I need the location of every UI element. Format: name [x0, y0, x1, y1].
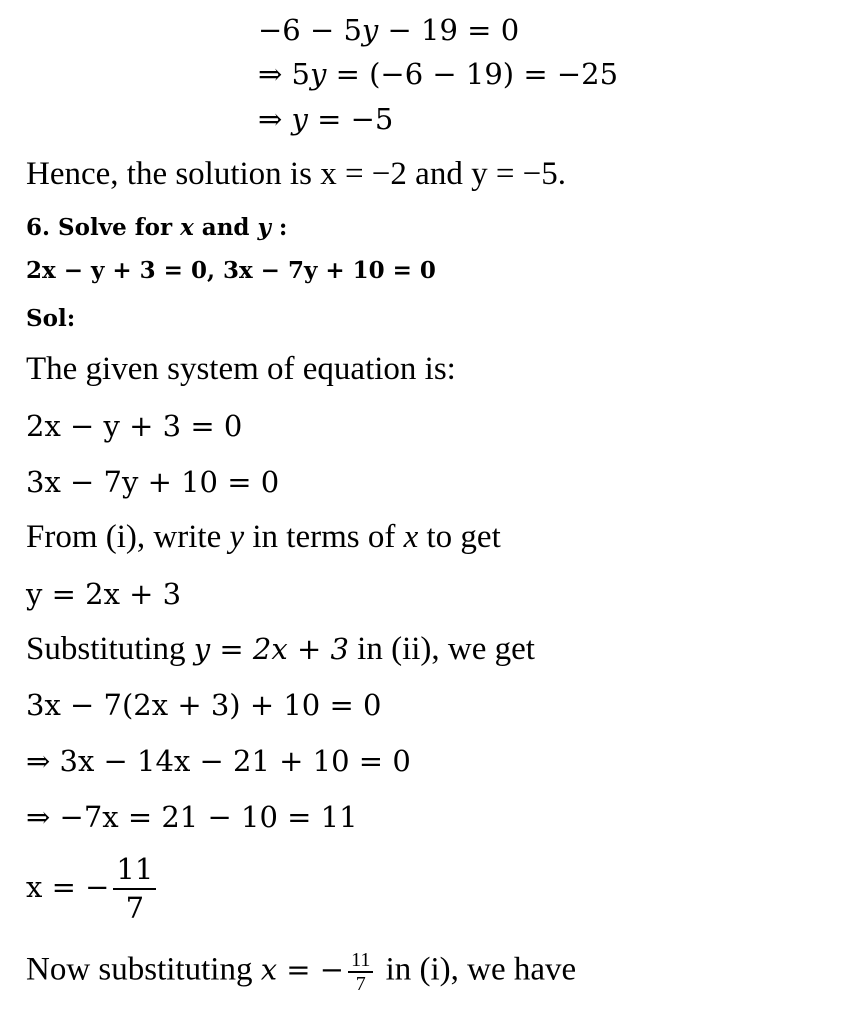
subst-text-a: Substituting	[26, 631, 194, 667]
x-fraction	[113, 852, 156, 925]
now-fraction-denominator: 7	[355, 973, 366, 995]
from-var-y: y	[229, 519, 245, 555]
question-var-x: x	[180, 214, 194, 241]
question-equations: 2x − y + 3 = 0, 3x − 7y + 10 = 0	[26, 257, 436, 284]
subst-text-b: in (ii), we get	[348, 631, 535, 667]
question-suffix: :	[270, 214, 288, 241]
substituting-text	[26, 633, 535, 666]
x-fraction-line	[26, 852, 160, 925]
y-expression: y = 2x + 3	[26, 577, 182, 611]
from-text-c: to get	[418, 519, 501, 555]
from-i-text	[26, 521, 501, 554]
equation-line-1: −6 − 5𝑦 − 19 = 0	[258, 13, 520, 47]
now-substituting-text	[26, 950, 576, 994]
question-and: and	[193, 214, 258, 241]
step-2: ⇒ 3x − 14x − 21 + 10 = 0	[26, 744, 411, 778]
equation-line-2: ⇒ 5𝑦 = (−6 − 19) = −25	[258, 57, 619, 91]
x-fraction-lhs: x = −	[26, 870, 110, 904]
now-math: x = −	[260, 952, 345, 987]
from-text-a: From (i), write	[26, 519, 230, 555]
x-fraction-numerator: 11	[113, 855, 156, 890]
step-3: ⇒ −7x = 21 − 10 = 11	[26, 800, 358, 834]
question-heading	[26, 216, 287, 239]
equation-ii: 3x − 7y + 10 = 0	[26, 465, 280, 499]
x-fraction-denominator: 7	[125, 891, 145, 925]
sol-label: Sol:	[26, 305, 76, 332]
solution-statement: Hence, the solution is x = −2 and y = −5.	[26, 156, 567, 192]
now-fraction	[348, 950, 373, 994]
now-text-b: in (i), we have	[377, 951, 577, 988]
given-system-text: The given system of equation is:	[26, 351, 456, 387]
equation-line-3: ⇒ 𝑦 = −5	[258, 102, 394, 136]
question-var-y: y	[257, 214, 271, 241]
equation-i: 2x − y + 3 = 0	[26, 409, 243, 443]
subst-math: y = 2x + 3	[193, 632, 349, 666]
step-1: 3x − 7(2x + 3) + 10 = 0	[26, 688, 382, 722]
question-prefix: 6. Solve for	[26, 214, 181, 241]
now-fraction-numerator: 11	[348, 950, 373, 973]
now-text-a: Now substituting	[26, 951, 261, 988]
from-text-b: in terms of	[244, 519, 404, 555]
from-var-x: x	[403, 519, 419, 555]
